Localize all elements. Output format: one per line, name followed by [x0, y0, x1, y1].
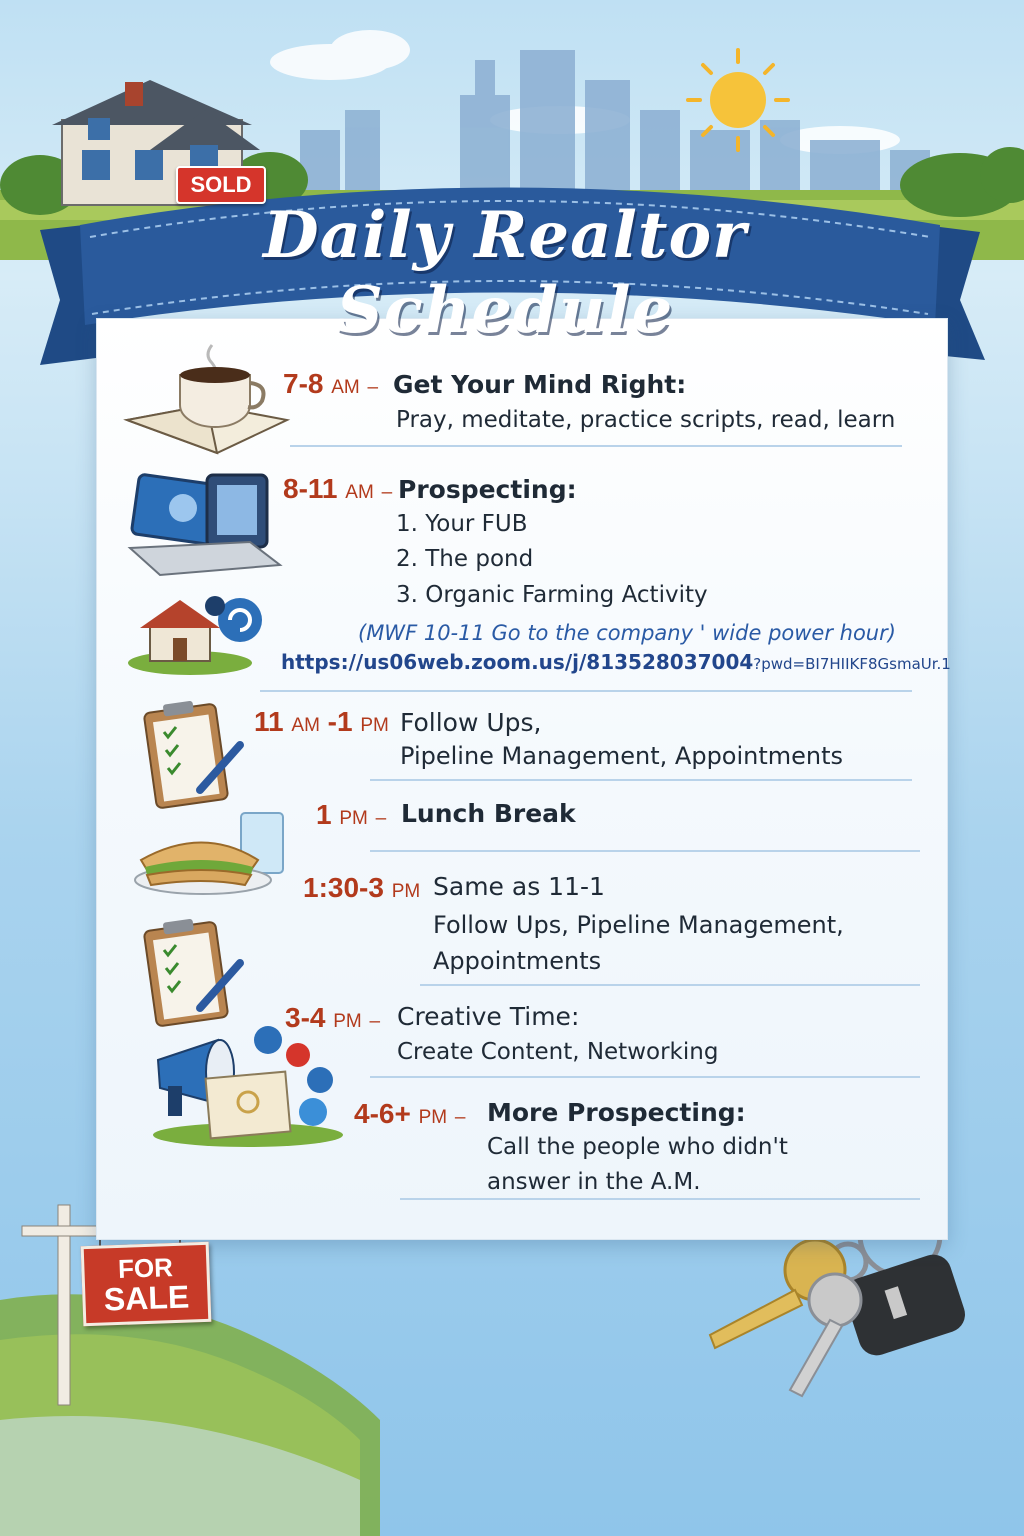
activity-detail: Create Content, Networking	[397, 1039, 719, 1065]
list-item: 3. Organic Farming Activity	[396, 582, 708, 608]
sandwich-icon	[133, 805, 293, 900]
activity-heading: Follow Ups,	[400, 708, 542, 737]
activity-heading: Get Your Mind Right:	[393, 370, 687, 399]
time-slot: 1:30-3 PM	[303, 872, 421, 903]
time-slot: 11 AM -1 PM	[254, 706, 389, 737]
activity-detail: Call the people who didn't	[487, 1134, 788, 1160]
page-title: Daily Realtor Schedule	[263, 198, 747, 348]
for-sale-sign	[81, 1242, 212, 1326]
time-slot: 3-4 PM –	[285, 1002, 381, 1033]
divider	[370, 1076, 920, 1078]
activity-heading: Prospecting:	[398, 475, 577, 504]
activity-detail: Pipeline Management, Appointments	[400, 742, 844, 770]
activity-heading: Lunch Break	[401, 799, 576, 828]
time-slot: 1 PM –	[316, 799, 387, 830]
power-hour-note: (MWF 10-11 Go to the company ' wide power hour)	[358, 621, 896, 645]
activity-detail: answer in the A.M.	[487, 1169, 701, 1195]
coffee-book-icon	[122, 335, 292, 460]
list-item: 1. Your FUB	[396, 511, 528, 537]
divider	[370, 779, 912, 781]
list-item: 2. The pond	[396, 546, 534, 572]
megaphone-icon	[148, 1020, 348, 1150]
divider	[260, 690, 912, 692]
sold-badge: SOLD	[176, 166, 266, 204]
divider	[370, 850, 920, 852]
clipboard-icon	[140, 918, 250, 1028]
time-slot: 8-11 AM –	[283, 473, 393, 504]
activity-detail: Appointments	[433, 947, 602, 975]
zoom-link[interactable]: https://us06web.zoom.us/j/813528037004?pwd=BI7HIIKF8GsmaUr.1	[281, 650, 951, 674]
activity-detail: Follow Ups, Pipeline Management,	[433, 911, 844, 939]
clipboard-icon	[140, 700, 250, 810]
divider	[420, 984, 920, 986]
divider	[400, 1198, 920, 1200]
for-sale-line: SALE	[103, 1278, 190, 1318]
time-slot: 4-6+ PM –	[354, 1098, 466, 1129]
house-refresh-icon	[125, 588, 270, 678]
activity-heading: More Prospecting:	[487, 1098, 746, 1127]
activity-heading: Creative Time:	[397, 1002, 580, 1031]
for-sale-line: FOR	[117, 1252, 174, 1284]
time-slot: 7-8 AM –	[283, 368, 379, 399]
activity-heading: Same as 11-1	[433, 872, 605, 901]
activity-detail: Pray, meditate, practice scripts, read, learn	[396, 407, 896, 433]
divider	[290, 445, 902, 447]
laptop-icon	[125, 470, 285, 580]
